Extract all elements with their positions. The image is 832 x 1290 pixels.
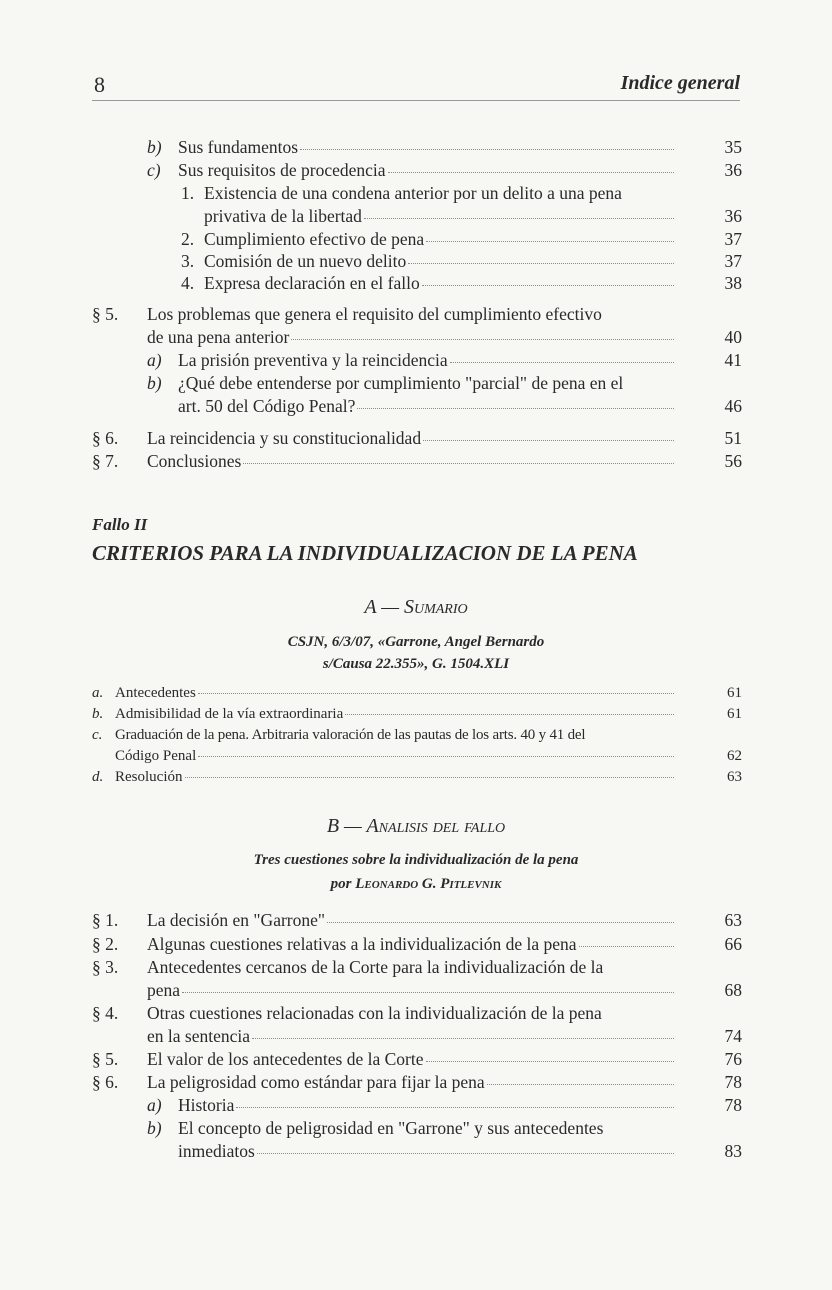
toc-marker: b. — [92, 706, 104, 722]
toc-entry[interactable]: en la sentencia 74 — [147, 1026, 742, 1046]
author-prefix: por — [330, 876, 352, 892]
toc-marker: c. — [92, 727, 103, 743]
toc-entry-line: El concepto de peligrosidad en "Garrone" y sus antecedentes — [178, 1118, 604, 1138]
fallo-title: CRITERIOS PARA LA INDIVIDUALIZACION DE LA PENA — [92, 541, 638, 565]
toc-marker: b) — [147, 137, 162, 157]
toc-marker: § 5. — [92, 1049, 119, 1069]
toc-entry-line: Los problemas que genera el requisito del cumplimiento efectivo — [147, 304, 602, 324]
toc-entry[interactable]: Código Penal 62 — [115, 748, 742, 764]
toc-entry[interactable]: Algunas cuestiones relativas a la individualización de la pena 66 — [147, 934, 742, 954]
toc-marker: § 5. — [92, 304, 119, 324]
toc-entry[interactable]: Sus requisitos de procedencia 36 — [178, 160, 742, 180]
essay-title: Tres cuestiones sobre la individualización de la pena — [253, 852, 579, 868]
toc-entry[interactable]: La reincidencia y su constitucionalidad 51 — [147, 428, 742, 448]
toc-entry-line: Otras cuestiones relacionadas con la individualización de la pena — [147, 1003, 602, 1023]
toc-marker: 4. — [181, 273, 195, 293]
toc-entry[interactable]: art. 50 del Código Penal? 46 — [178, 396, 742, 416]
toc-entry[interactable]: Admisibilidad de la vía extraordinaria 61 — [115, 706, 742, 722]
toc-entry[interactable]: Comisión de un nuevo delito 37 — [204, 251, 742, 271]
toc-marker: 1. — [181, 183, 195, 203]
toc-entry[interactable]: La prisión preventiva y la reincidencia 41 — [178, 350, 742, 370]
toc-entry[interactable]: Historia 78 — [178, 1095, 742, 1115]
toc-entry[interactable]: La decisión en "Garrone" 63 — [147, 910, 742, 930]
section-a-heading: A — Sumario — [364, 596, 468, 618]
case-citation-line2: s/Causa 22.355», G. 1504.XLI — [322, 656, 510, 672]
toc-marker: d. — [92, 769, 104, 785]
toc-entry[interactable]: Conclusiones 56 — [147, 451, 742, 471]
toc-marker: a) — [147, 1095, 162, 1115]
section-b-heading: B — Analisis del fallo — [326, 815, 506, 837]
toc-entry[interactable]: El valor de los antecedentes de la Corte 76 — [147, 1049, 742, 1069]
toc-entry[interactable]: pena 68 — [147, 980, 742, 1000]
fallo-label: Fallo II — [92, 515, 148, 534]
author-name: Leonardo G. Pitlevnik — [355, 876, 502, 892]
toc-marker: b) — [147, 373, 162, 393]
toc-entry-line: Antecedentes cercanos de la Corte para la individualización de la — [147, 957, 604, 977]
toc-marker: § 1. — [92, 910, 119, 930]
toc-entry[interactable]: Antecedentes 61 — [115, 685, 742, 701]
toc-entry-line: Graduación de la pena. Arbitraria valoración de las pautas de los arts. 40 y 41 del — [115, 727, 586, 743]
toc-entry-line: ¿Qué debe entenderse por cumplimiento "parcial" de pena en el — [178, 373, 624, 393]
essay-author — [0, 876, 832, 893]
toc-marker: § 6. — [92, 428, 119, 448]
toc-marker: 3. — [181, 251, 195, 271]
toc-entry-line: Existencia de una condena anterior por un delito a una pena — [204, 183, 622, 203]
case-citation-line1: CSJN, 6/3/07, «Garrone, Angel Bernardo — [287, 634, 545, 650]
toc-marker: b) — [147, 1118, 162, 1138]
toc-marker: 2. — [181, 229, 195, 249]
toc-marker: § 6. — [92, 1072, 119, 1092]
toc-entry[interactable]: inmediatos 83 — [178, 1141, 742, 1161]
toc-marker: § 2. — [92, 934, 119, 954]
toc-entry[interactable]: de una pena anterior 40 — [147, 327, 742, 347]
toc-entry[interactable]: La peligrosidad como estándar para fijar la pena 78 — [147, 1072, 742, 1092]
page-header — [92, 70, 740, 101]
toc-marker: a. — [92, 685, 104, 701]
toc-marker: § 7. — [92, 451, 119, 471]
toc-entry[interactable]: Resolución 63 — [115, 769, 742, 785]
toc-entry[interactable]: Cumplimiento efectivo de pena 37 — [204, 229, 742, 249]
toc-entry[interactable]: Sus fundamentos 35 — [178, 137, 742, 157]
toc-marker: a) — [147, 350, 162, 370]
toc-marker: § 4. — [92, 1003, 119, 1023]
page-number: 8 — [94, 72, 105, 97]
toc-entry[interactable]: privativa de la libertad 36 — [204, 206, 742, 226]
toc-marker: c) — [147, 160, 161, 180]
toc-entry[interactable]: Expresa declaración en el fallo 38 — [204, 273, 742, 293]
running-title: Indice general — [620, 72, 740, 94]
toc-marker: § 3. — [92, 957, 119, 977]
